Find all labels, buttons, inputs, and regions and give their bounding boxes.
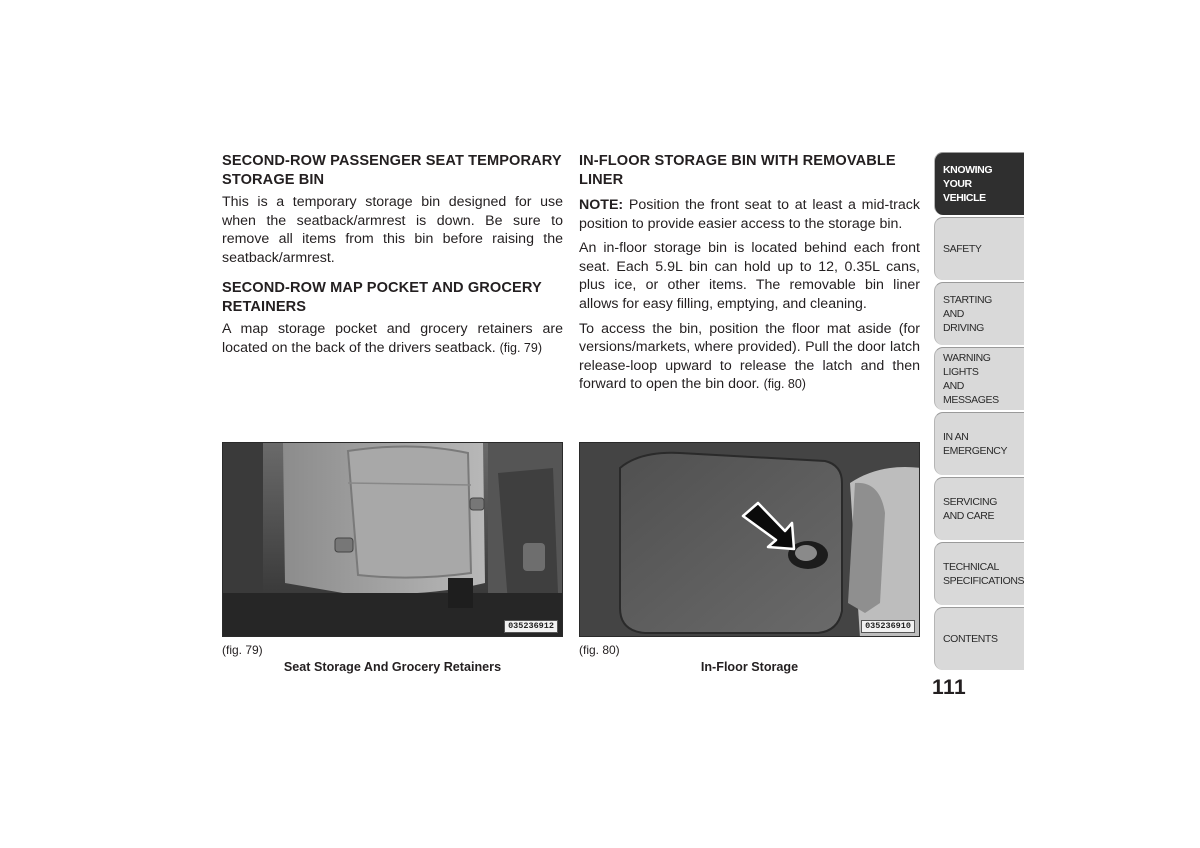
figure-number-80: (fig. 80) — [579, 643, 620, 657]
tab-safety[interactable] — [934, 217, 1024, 280]
section-title-temporary-storage-bin: SECOND-ROW PASSENGER SEAT TEMPORARY STORAGE BIN — [222, 153, 562, 188]
figure-caption-80: In-Floor Storage — [700, 660, 799, 674]
tab-servicing-and-care[interactable] — [934, 477, 1024, 540]
tab-starting-and-driving[interactable] — [934, 282, 1024, 345]
seat-back-illustration — [223, 443, 563, 637]
tab-label: KNOWING YOUR VEHICLE — [943, 164, 993, 204]
paragraph-map-pocket — [222, 320, 563, 357]
note-label: NOTE: — [579, 197, 624, 213]
tab-warning-lights[interactable] — [934, 347, 1024, 410]
tab-label: SERVICING AND CARE — [943, 496, 997, 522]
figure-80-photo — [579, 442, 920, 637]
left-column — [222, 152, 563, 364]
figure-code-80: 035236910 — [861, 620, 915, 633]
tab-contents[interactable] — [934, 607, 1024, 670]
paragraph-bin-access — [579, 320, 920, 394]
paragraph-bin-description: An in-floor storage bin is located behind each front seat. Each 5.9L bin can hold up to 12, 0.35L cans, plus ice, or other items. The removable bin liner allows for easy filling, emptying, and cleaning. — [579, 240, 920, 312]
bin-access-text: To access the bin, position the floor mat aside (for versions/markets, where provided). Pull the door latch release-loop upward to release the latch and then forward to open the bin door. — [579, 320, 920, 393]
map-pocket-text: A map storage pocket and grocery retainers are located on the back of the drivers seatback. — [222, 321, 563, 356]
tab-label: SAFETY — [943, 243, 982, 255]
figure-number-79: (fig. 79) — [222, 643, 263, 657]
figure-reference-80[interactable]: (fig. 80) — [763, 377, 806, 392]
tab-label: TECHNICAL SPECIFICATIONS — [943, 561, 1025, 587]
tab-technical-specifications[interactable] — [934, 542, 1024, 605]
figure-caption-79: Seat Storage And Grocery Retainers — [283, 660, 502, 674]
figure-code-79: 035236912 — [504, 620, 558, 633]
right-column — [579, 152, 920, 400]
tab-label: CONTENTS — [943, 633, 998, 645]
figure-reference-79[interactable]: (fig. 79) — [499, 340, 543, 355]
tab-in-an-emergency[interactable] — [934, 412, 1024, 475]
figure-79-photo — [222, 442, 563, 637]
note-paragraph — [579, 196, 920, 233]
note-text: Position the front seat to at least a mid-track position to provide easier access to the storage bin. — [579, 197, 920, 232]
tab-knowing-your-vehicle[interactable] — [934, 152, 1024, 215]
section-title-map-pocket: SECOND-ROW MAP POCKET AND GROCERY RETAINERS — [222, 280, 542, 316]
tab-label: WARNING LIGHTS AND MESSAGES — [943, 352, 999, 406]
floor-bin-illustration — [580, 443, 920, 637]
paragraph-temporary-storage-bin: This is a temporary storage bin designed for use when the seatback/armrest is down. Be sure to remove all items from this bin before raising the seatback/armrest. — [222, 194, 563, 266]
page-number: 111 — [932, 676, 967, 699]
tab-label: IN AN EMERGENCY — [943, 431, 1008, 457]
section-title-in-floor-bin: IN-FLOOR STORAGE BIN WITH REMOVABLE LINER — [579, 153, 896, 188]
tab-label: STARTING AND DRIVING — [943, 294, 992, 334]
